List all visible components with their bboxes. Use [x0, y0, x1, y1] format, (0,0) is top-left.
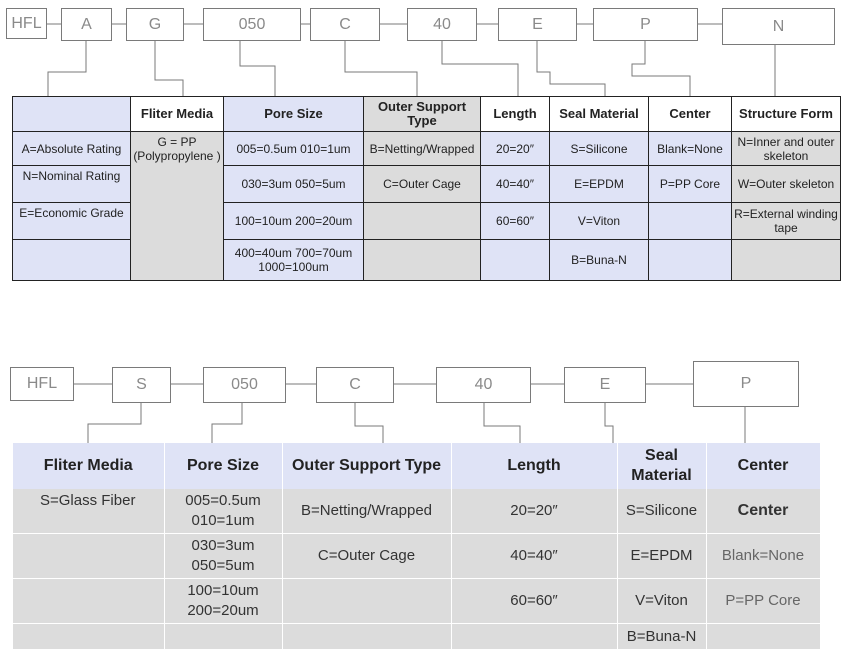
- t2-pore-line: 005=0.5um: [185, 492, 261, 509]
- t2-header-media: Fliter Media: [13, 443, 164, 489]
- code1-box-seal: E: [498, 8, 577, 41]
- t1-pore-cell: 100=10um 200=20um: [224, 203, 364, 240]
- t1-center-cell: [649, 240, 732, 281]
- t1-support-cell: [364, 240, 481, 281]
- t2-pore-line: 030=3um: [191, 537, 255, 554]
- product-code-table-1: [12, 96, 841, 281]
- t2-pore-cell: [164, 579, 282, 624]
- code1-box-rating: A: [61, 8, 112, 41]
- t1-pore-cell: 400=40um 700=70um 1000=100um: [224, 240, 364, 281]
- t1-header-seal: Seal Material: [550, 97, 649, 132]
- t2-center-cell: P=PP Core: [706, 579, 820, 624]
- t2-length-cell: 60=60″: [451, 579, 617, 624]
- product-code-table-2: [13, 443, 821, 650]
- t1-header-pore: Pore Size: [224, 97, 364, 132]
- t2-header-pore: Pore Size: [164, 443, 282, 489]
- t1-support-cell: C=Outer Cage: [364, 166, 481, 203]
- t2-length-cell: 40=40″: [451, 534, 617, 579]
- t2-pore-line: 050=5um: [191, 557, 255, 574]
- t1-pore-cell: 030=3um 050=5um: [224, 166, 364, 203]
- t2-pore-line: 010=1um: [191, 512, 255, 529]
- t1-center-cell: Blank=None: [649, 132, 732, 166]
- code1-box-pore: 050: [203, 8, 301, 41]
- t1-support-cell: B=Netting/Wrapped: [364, 132, 481, 166]
- t1-length-cell: 40=40″: [481, 166, 550, 203]
- t1-header-center: Center: [649, 97, 732, 132]
- t2-header-seal: Seal Material: [617, 443, 706, 489]
- t1-support-cell: [364, 203, 481, 240]
- t1-media-cell: G = PP (Polypropylene ): [131, 132, 224, 281]
- t1-header-structure: Structure Form: [732, 97, 841, 132]
- t1-header-length: Length: [481, 97, 550, 132]
- t2-center-cell: [706, 624, 820, 650]
- t1-length-cell: 20=20″: [481, 132, 550, 166]
- t1-seal-cell: V=Viton: [550, 203, 649, 240]
- t1-header-support: Outer Support Type: [364, 97, 481, 132]
- t1-structure-cell: [732, 240, 841, 281]
- t2-pore-line: 100=10um: [187, 582, 259, 599]
- t1-rating-cell: N=Nominal Rating: [13, 166, 131, 203]
- t2-length-cell: [451, 624, 617, 650]
- t2-pore-cell: [164, 624, 282, 650]
- t2-pore-line: 200=20um: [187, 602, 259, 619]
- code1-box-media: G: [126, 8, 184, 41]
- t2-seal-cell: V=Viton: [617, 579, 706, 624]
- t1-center-cell: P=PP Core: [649, 166, 732, 203]
- code1-box-support: C: [310, 8, 380, 41]
- t1-rating-cell: A=Absolute Rating: [13, 132, 131, 166]
- t2-support-cell: [282, 579, 451, 624]
- t1-seal-cell: E=EPDM: [550, 166, 649, 203]
- t1-structure-cell: W=Outer skeleton: [732, 166, 841, 203]
- t2-pore-cell: [164, 489, 282, 534]
- t1-rating-cell: E=Economic Grade: [13, 203, 131, 240]
- t2-header-length: Length: [451, 443, 617, 489]
- t2-header-support: Outer Support Type: [282, 443, 451, 489]
- t2-length-cell: 20=20″: [451, 489, 617, 534]
- code2-box-pore: 050: [203, 367, 286, 403]
- t2-support-cell: C=Outer Cage: [282, 534, 451, 579]
- t2-seal-cell: B=Buna-N: [617, 624, 706, 650]
- code2-box-seal: E: [564, 367, 646, 403]
- t2-media-cell: [13, 534, 164, 579]
- t1-center-cell: [649, 203, 732, 240]
- t1-header-media: Fliter Media: [131, 97, 224, 132]
- code1-box-hfl: HFL: [6, 8, 47, 39]
- t1-header-rating: [13, 97, 131, 132]
- t1-seal-cell: S=Silicone: [550, 132, 649, 166]
- code2-box-length: 40: [436, 367, 531, 403]
- t2-seal-cell: S=Silicone: [617, 489, 706, 534]
- t1-length-cell: [481, 240, 550, 281]
- t2-media-cell: [13, 624, 164, 650]
- t1-structure-cell: N=Inner and outer skeleton: [732, 132, 841, 166]
- code1-box-length: 40: [407, 8, 477, 41]
- t2-media-cell: [13, 579, 164, 624]
- t1-pore-cell: 005=0.5um 010=1um: [224, 132, 364, 166]
- t2-media-cell: S=Glass Fiber: [13, 489, 164, 534]
- t1-structure-cell: R=External winding tape: [732, 203, 841, 240]
- code2-box-support: C: [316, 367, 394, 403]
- t2-pore-cell: [164, 534, 282, 579]
- t2-center-cell: Blank=None: [706, 534, 820, 579]
- code1-box-structure: N: [722, 8, 835, 45]
- t2-center-cell: Center: [706, 489, 820, 534]
- t1-length-cell: 60=60″: [481, 203, 550, 240]
- t2-seal-cell: E=EPDM: [617, 534, 706, 579]
- t2-support-cell: B=Netting/Wrapped: [282, 489, 451, 534]
- t1-seal-cell: B=Buna-N: [550, 240, 649, 281]
- t2-header-center: Center: [706, 443, 820, 489]
- code2-box-hfl: HFL: [10, 367, 74, 401]
- t2-support-cell: [282, 624, 451, 650]
- code2-box-media: S: [112, 367, 171, 403]
- code1-box-center: P: [593, 8, 698, 41]
- t1-rating-cell: [13, 240, 131, 281]
- code2-box-center: P: [693, 361, 799, 407]
